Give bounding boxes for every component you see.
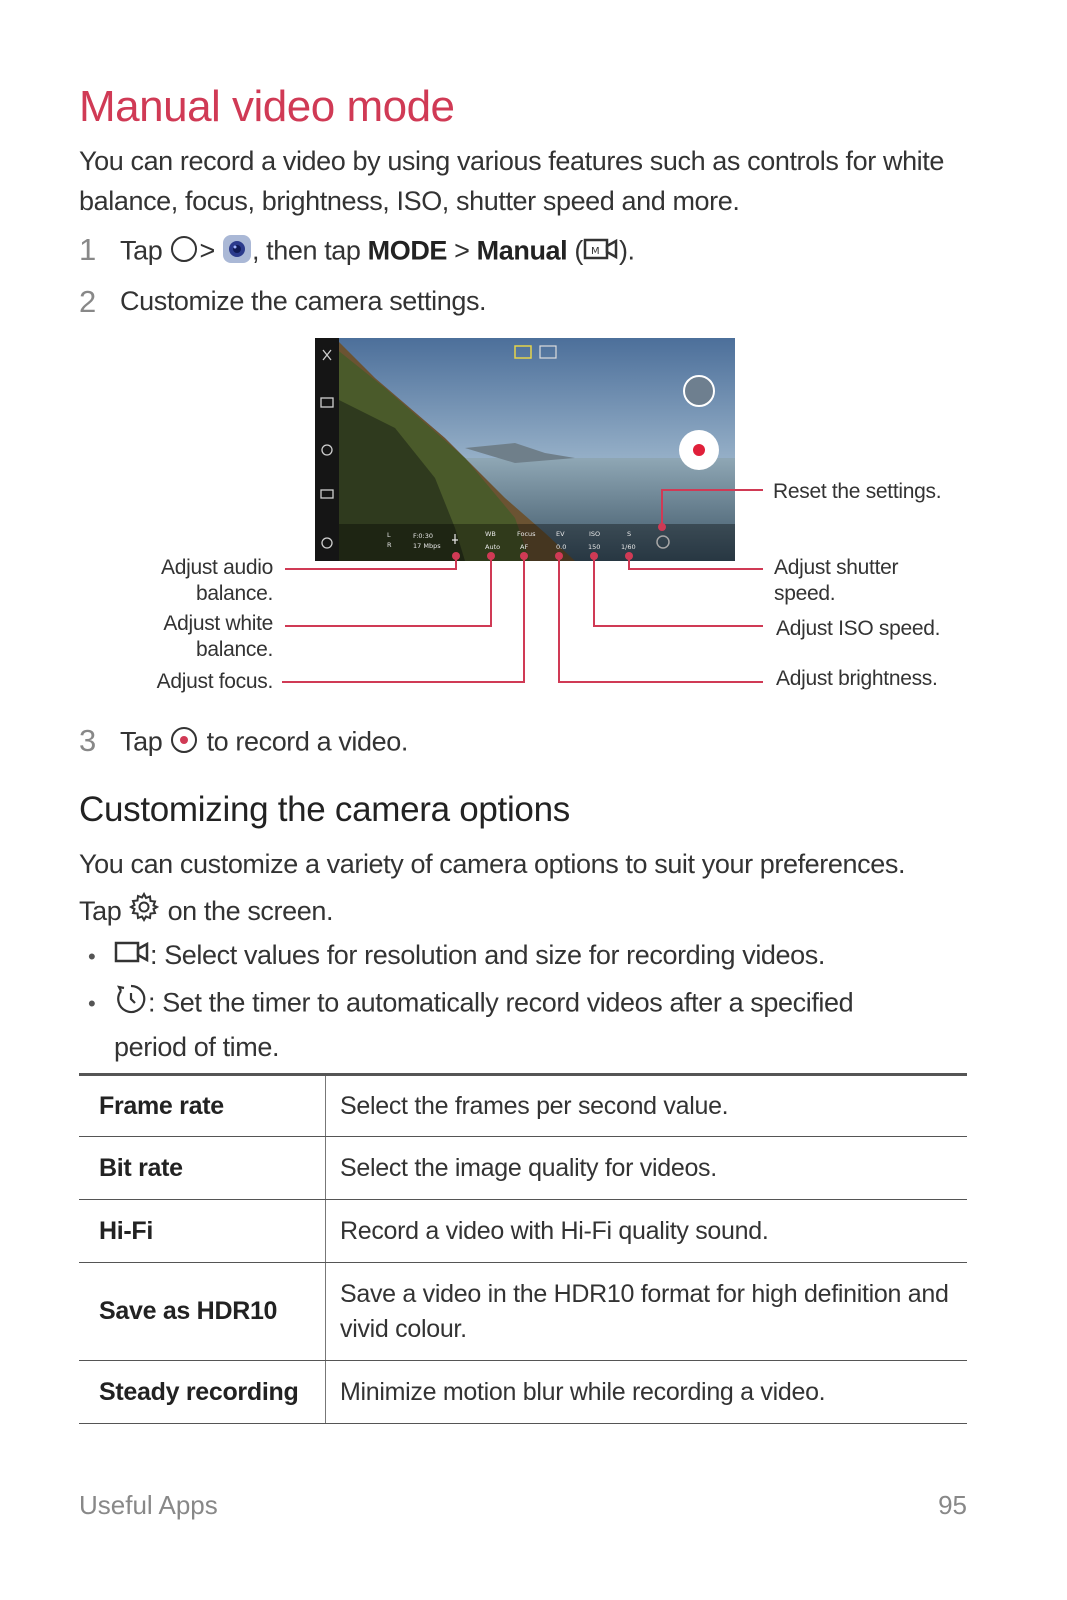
screen-info-line-2: 17 Mbps bbox=[413, 542, 441, 550]
callout-shutter-line-1: Adjust shutter bbox=[774, 556, 899, 579]
svg-text:R: R bbox=[387, 541, 392, 549]
table-row bbox=[79, 1200, 967, 1263]
step-3 bbox=[120, 725, 408, 762]
bullet-resolution-text: : Select values for resolution and size for recording videos. bbox=[150, 940, 825, 970]
screen-ctrl-value: 0.0 bbox=[556, 543, 567, 551]
record-icon bbox=[169, 725, 199, 762]
callout-focus: Adjust focus. bbox=[156, 670, 273, 693]
screen-ctrl-value: Auto bbox=[485, 543, 501, 551]
options-table bbox=[79, 1073, 967, 1424]
row-value: Select the image quality for videos. bbox=[326, 1137, 968, 1200]
table-row bbox=[79, 1075, 967, 1137]
section-heading: Customizing the camera options bbox=[79, 790, 570, 829]
screen-ctrl-value: 150 bbox=[588, 543, 601, 551]
tap-settings-tap: Tap bbox=[79, 896, 122, 926]
callout-brightness: Adjust brightness. bbox=[776, 667, 938, 690]
bullet-dot: • bbox=[88, 944, 96, 969]
row-key: Frame rate bbox=[79, 1075, 326, 1137]
row-value-line-2: vivid colour. bbox=[340, 1314, 467, 1343]
video-size-icon bbox=[114, 937, 150, 977]
bullet-resolution bbox=[114, 935, 825, 977]
callout-white-line-1: Adjust white bbox=[163, 612, 273, 635]
row-value bbox=[326, 1263, 968, 1361]
screen-ctrl-label: ISO bbox=[589, 530, 601, 538]
row-value-line-1: Save a video in the HDR10 format for high definition and bbox=[340, 1279, 949, 1308]
mode-label: MODE bbox=[367, 235, 448, 266]
manual-label: Manual bbox=[476, 235, 568, 266]
screen-ctrl-value: 1/60 bbox=[621, 543, 636, 551]
step-3-text: to record a video. bbox=[206, 726, 408, 757]
row-key: Steady recording bbox=[79, 1361, 326, 1424]
section2-intro: You can customize a variety of camera options to suit your preferences. bbox=[79, 849, 906, 879]
step-3-tap: Tap bbox=[120, 726, 163, 757]
screen-ctrl-value: AF bbox=[520, 543, 529, 551]
callout-white-line-2: balance. bbox=[196, 638, 273, 661]
table-row bbox=[79, 1361, 967, 1424]
step-1-tap: Tap bbox=[120, 235, 163, 266]
step-1-paren-open: ( bbox=[574, 235, 583, 266]
step-2-number: 2 bbox=[79, 284, 97, 319]
intro-line-1: You can record a video by using various features such as controls for white bbox=[79, 146, 944, 176]
callout-white bbox=[100, 611, 273, 663]
intro-line-2: balance, focus, brightness, ISO, shutter speed and more. bbox=[79, 186, 740, 216]
bullet-timer-text-2: period of time. bbox=[114, 1032, 280, 1062]
table-row bbox=[79, 1137, 967, 1200]
step-1-number: 1 bbox=[79, 232, 97, 267]
page-title: Manual video mode bbox=[79, 82, 455, 131]
bullet-timer bbox=[114, 982, 994, 1067]
row-value: Record a video with Hi-Fi quality sound. bbox=[326, 1200, 968, 1263]
step-1-gt-2: > bbox=[454, 235, 470, 266]
step-1-then-tap: , then tap bbox=[251, 235, 361, 266]
svg-text:M: M bbox=[590, 246, 600, 257]
screen-ctrl-label: Focus bbox=[517, 530, 536, 538]
table-row bbox=[79, 1263, 967, 1361]
step-2-text: Customize the camera settings. bbox=[120, 286, 487, 316]
tap-settings-rest: on the screen. bbox=[167, 896, 334, 926]
callout-audio-line-1: Adjust audio bbox=[161, 556, 273, 579]
row-key: Save as HDR10 bbox=[79, 1263, 326, 1361]
screen-ctrl-label: WB bbox=[485, 530, 496, 538]
svg-text:L: L bbox=[387, 531, 391, 539]
callout-shutter bbox=[774, 555, 898, 607]
callout-audio-line-2: balance. bbox=[196, 582, 273, 605]
step-3-number: 3 bbox=[79, 723, 97, 758]
screen-ctrl-label: S bbox=[627, 530, 632, 538]
step-1-gt-1: > bbox=[199, 235, 215, 266]
row-key: Bit rate bbox=[79, 1137, 326, 1200]
callout-audio bbox=[100, 555, 273, 607]
callout-shutter-line-2: speed. bbox=[774, 582, 836, 605]
screen-ctrl-label: EV bbox=[556, 530, 565, 538]
bullet-timer-text-1: : Set the timer to automatically record videos after a specified bbox=[148, 987, 854, 1018]
row-key: Hi-Fi bbox=[79, 1200, 326, 1263]
callout-iso: Adjust ISO speed. bbox=[776, 617, 941, 640]
timer-icon bbox=[114, 982, 148, 1027]
row-value: Minimize motion blur while recording a video. bbox=[326, 1361, 968, 1424]
gear-icon bbox=[128, 891, 160, 934]
page-number: 95 bbox=[938, 1490, 967, 1520]
footer-section: Useful Apps bbox=[79, 1490, 218, 1520]
step-1-paren-close: ). bbox=[618, 235, 635, 266]
screen-info-line-1: F:0:30 bbox=[413, 532, 434, 540]
callout-reset: Reset the settings. bbox=[773, 480, 942, 503]
bullet-dot: • bbox=[88, 991, 96, 1016]
row-value: Select the frames per second value. bbox=[326, 1075, 968, 1137]
tap-settings-line bbox=[79, 891, 333, 934]
